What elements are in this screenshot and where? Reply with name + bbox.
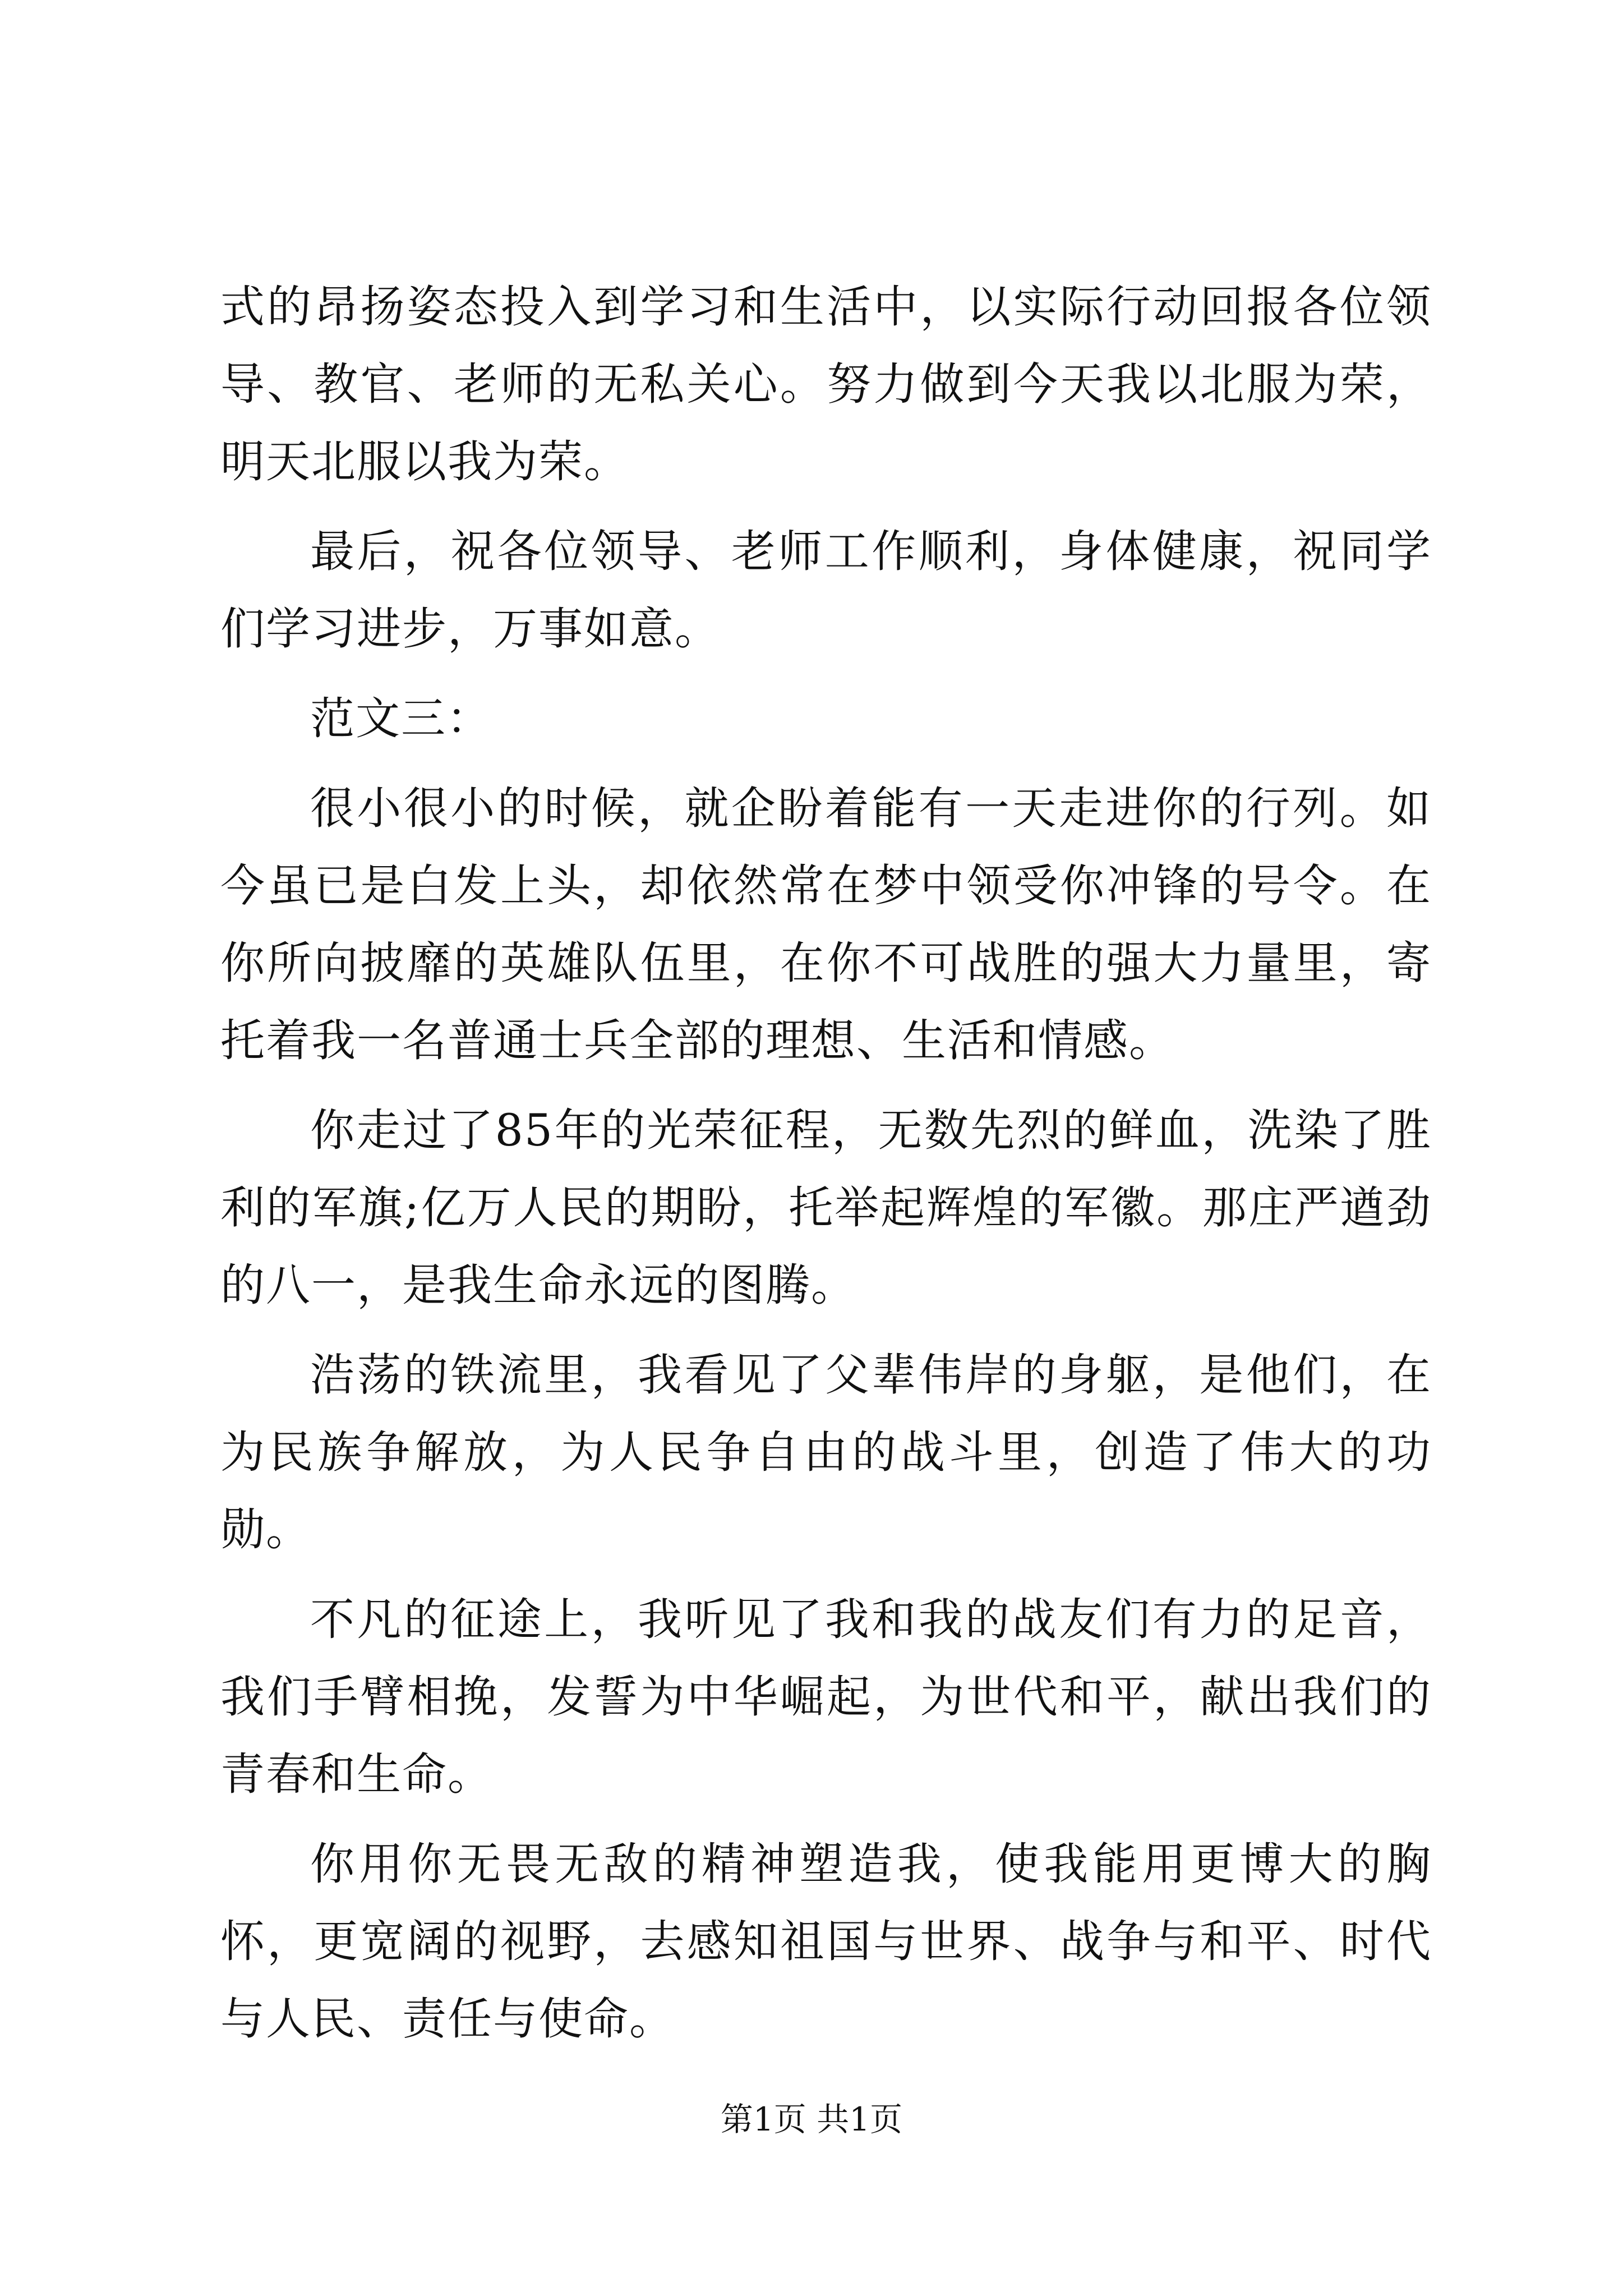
paragraph-closing-wishes: 最后，祝各位领导、老师工作顺利，身体健康，祝同学们学习进步，万事如意。	[220, 526, 1432, 655]
paragraph-fearless-spirit: 你用你无畏无敌的精神塑造我，使我能用更博大的胸怀，更宽阔的视野，去感知祖国与世界、战争与和平、时代与人民、责任与使命。	[220, 1838, 1432, 2045]
document-body	[220, 268, 1432, 2058]
paragraph-glorious-journey: 你走过了85年的光荣征程，无数先烈的鲜血，洗染了胜利的军旗;亿万人民的期盼，托举起辉煌的军徽。那庄严遒劲的八一，是我生命永远的图腾。	[220, 1105, 1432, 1311]
section-heading-sample-three: 范文三：	[310, 693, 492, 744]
paragraph-childhood-wish: 很小很小的时候，就企盼着能有一天走进你的行列。如今虽已是白发上头，却依然常在梦中领受你冲锋的号令。在你所向披靡的英雄队伍里，在你不可战胜的强大力量里，寄托着我一名普通士兵全部的理想、生活和情感。	[220, 783, 1432, 1066]
paragraph-continuation: 式的昂扬姿态投入到学习和生活中，以实际行动回报各位领导、教官、老师的无私关心。努力做到今天我以北服为荣，明天北服以我为荣。	[220, 281, 1432, 487]
paragraph-extraordinary-path: 不凡的征途上，我听见了我和我的战友们有力的足音，我们手臂相挽，发誓为中华崛起，为世代和平，献出我们的青春和生命。	[220, 1594, 1432, 1800]
page-number-footer: 第1页 共1页	[720, 2100, 903, 2138]
paragraph-iron-torrent: 浩荡的铁流里，我看见了父辈伟岸的身躯，是他们，在为民族争解放，为人民争自由的战斗里，创造了伟大的功勋。	[220, 1349, 1432, 1556]
